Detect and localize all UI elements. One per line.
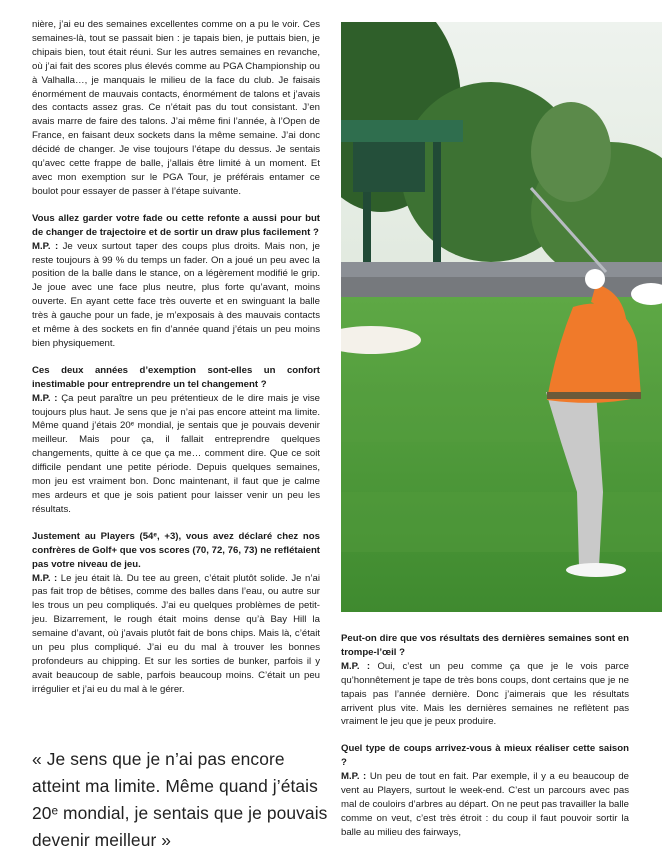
answer-text: Je veux surtout taper des coups plus droits. Mais non, je reste toujours à 99 % du temps un fader. On a joué un peu avec la position de la balle dans le stance, on a légèrement modifié le grip. Je joue avec une face plus neutre, plus forte qu’avant, moins ouverte. En ayant cette face très ouverte et en swinguant la balle très à gauche pour un fade, je m’exposais à des mauvais contacts et même à des sockets en fin d’année quand j’étais un peu moins bien physiquement.: [32, 240, 320, 349]
pull-quote: « Je sens que je n’ai pas encore atteint ma limite. Même quand j’étais 20ᵉ mondial, je sentais que je pouvais devenir meilleur »: [32, 749, 328, 850]
right-article-column: [341, 632, 629, 840]
answer-text: Le jeu était là. Du tee au green, c’était plutôt solide. Je n’ai pas fait trop de bêtises, comme des balles dans l’eau, ou autre sur les trous un peu compliqués. J’ai eu quelques problèmes de petit-jeu. Bizarrement, le rough était moins dense qu’à Bay Hill la semaine d’avant, où j’avais plutôt fait de bons chips. Mais là, c’était un peu plus compliqué. J’ai eu du mal à trouver les bonnes profondeurs au chipping. Et sur les sorties de bunker, parfois il y avait beaucoup de sable, parfois beaucoup moins. C’était un peu irrégulier et j’ai eu du mal à le gérer.: [32, 572, 320, 695]
golfer-belt: [547, 392, 641, 399]
speaker-initials: M.P. :: [341, 660, 371, 672]
mowing-stripe: [341, 492, 662, 552]
answer-trompe-l-oeil: [341, 660, 629, 730]
question-shot-types: Quel type de coups arrivez-vous à mieux réaliser cette saison ?: [341, 743, 629, 769]
question-trompe-l-oeil: Peut-on dire que vos résultats des dernières semaines sont en trompe-l’œil ?: [341, 633, 629, 658]
speaker-initials: M.P. :: [341, 771, 367, 783]
answer-exemption: [32, 392, 320, 517]
answer-players: [32, 572, 320, 697]
answer-text: Un peu de tout en fait. Par exemple, il y a eu beaucoup de vent au Players, surtout le week-end. C’est un parcours avec pas mal de couloirs d’arbres au départ. On ne peut pas travailler la balle comme on veut, c’est très étroit : du coup il faut pouvoir sortir la balle au milieu des fairways,: [341, 771, 629, 838]
answer-shot-types: [341, 770, 629, 840]
tree: [531, 102, 611, 202]
golfer-shoe: [566, 563, 626, 577]
answer-text: Oui, c’est un peu comme ça que je le vois parce qu’honnêtement je tape de très bons coups, dont certains que je ne tapais pas l’année dernière. Donc j’aimerais que les résultats arrivent plus vite. Mais les dernières semaines ne reflètent pas vraiment le jeu que je peux produire.: [341, 660, 629, 728]
speaker-initials: M.P. :: [32, 240, 59, 252]
intro-paragraph: nière, j’ai eu des semaines excellentes comme on a pu le voir. Ces semaines-là, tout se passait bien : je tapais bien, je puttais bien, je chipais bien, tout était réuni. Sur les autres semaines en revanche, où j’ai fait des scores plus élevés comme au PGA Championship ou à Valhalla…, je manquais le milieu de la face du club. Je faisais énormément de mauvais contacts, énormément de talons et j’avais des contacts assez gras. Ce n’était pas du tout consistant. J’en avais marre de faire des talons. J’ai même fini l’année, à l’Open de France, en faisant deux sockets dans la même semaine. J’ai donc décidé de changer. Je vise toujours l’étape du dessus. Je sentais qu’avec cette frappe de balle, j’allais être limité à un moment. Et avec mon exemption sur le PGA Tour, je préférais entamer ce boulot pour essayer de passer à l’étape suivante.: [32, 19, 320, 197]
golfer-hands: [585, 269, 605, 289]
answer-text: Ça peut paraître un peu prétentieux de le dire mais je vise toujours plus haut. Je sens que je n’ai pas encore atteint ma limite. Même quand j’étais 20ᵉ mondial, je sentais que je pouvais devenir meilleur. Mais pour ça, il fallait entreprendre quelques changements, quitte à ce que ça me… comment dire. Que ce soit difficile pendant une petite période. Depuis quelques semaines, mon jeu est vraiment bon. Donc maintenant, il faut que je calme mes ardeurs et que je sois patient pour laisser venir un peu les résultats.: [32, 392, 320, 515]
question-players: Justement au Players (54ᵉ, +3), vous avez déclaré chez nos confrères de Golf+ que vos scores (70, 72, 76, 73) ne reflétaient pas votre niveau de jeu.: [32, 530, 320, 570]
speaker-initials: M.P. :: [32, 572, 58, 584]
scoreboard-tower: [341, 120, 463, 142]
question-fade: Vous allez garder votre fade ou cette refonte a aussi pour but de changer de trajectoire et de sortir un draw plus facilement ?: [32, 212, 320, 238]
speaker-initials: M.P. :: [32, 392, 58, 404]
golfer-illustration: [341, 22, 662, 612]
golfer-photo: [341, 22, 662, 612]
scoreboard-tower: [353, 142, 425, 192]
question-exemption: Ces deux années d’exemption sont-elles un confort inestimable pour entreprendre un tel changement ?: [32, 364, 320, 390]
answer-fade: [32, 240, 320, 351]
left-article-column: [32, 18, 320, 697]
